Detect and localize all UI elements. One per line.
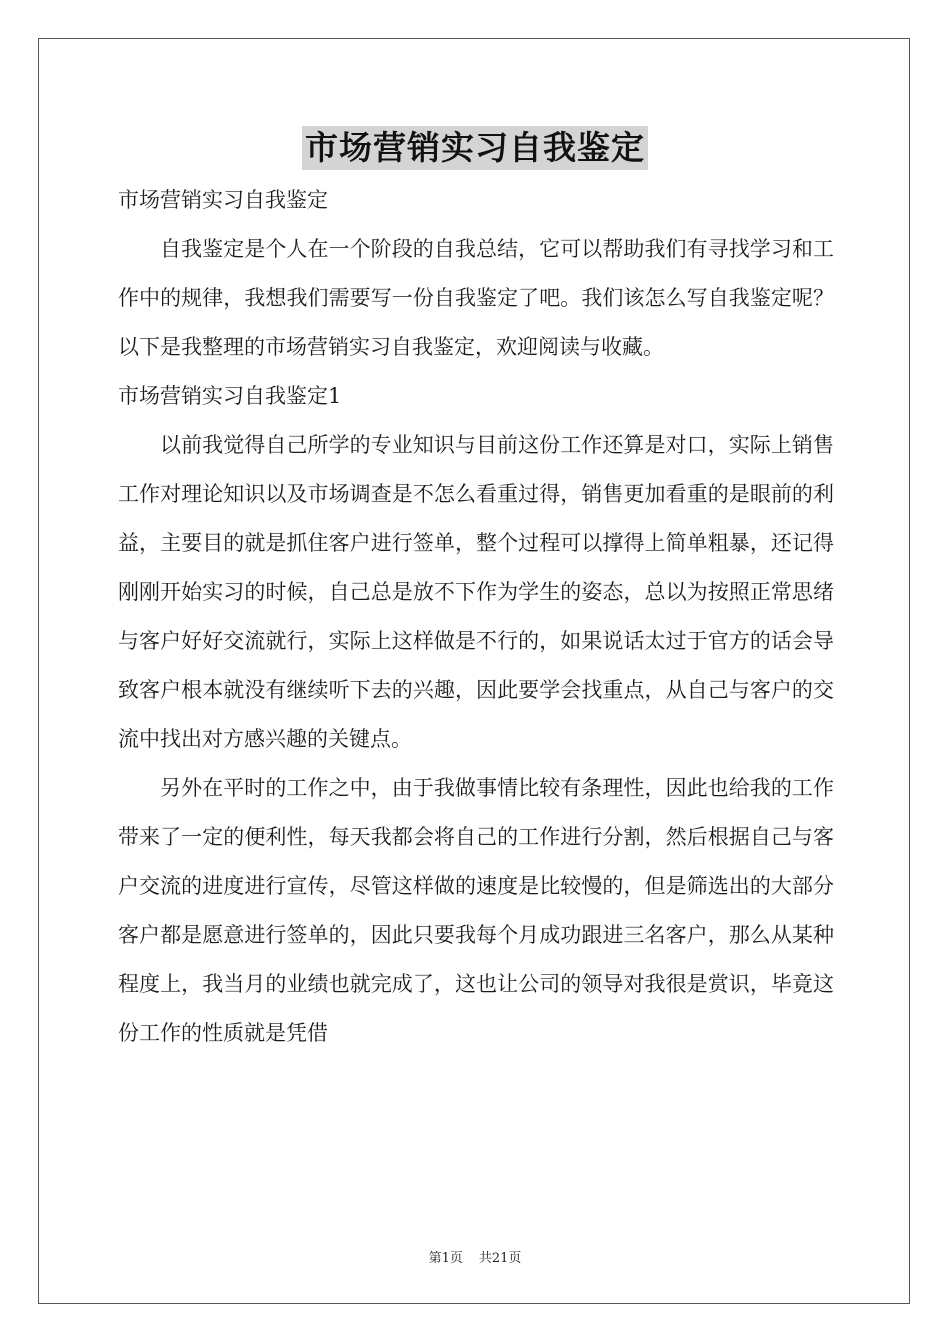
page-number: 第1页 [428, 1251, 463, 1266]
subtitle-line: 市场营销实习自我鉴定 [118, 188, 328, 212]
body-paragraph-1: 以前我觉得自己所学的专业知识与目前这份工作还算是对口，实际上销售工作对理论知识以及市场调查是不怎么看重过得，销售更加看重的是眼前的利益，主要目的就是抓住客户进行签单，整个过程可以撑得上简单粗暴，还记得刚刚开始实习的时候，自己总是放不下作为学生的姿态，总以为按照正常思绪与客户好好交流就行，实际上这样做是不行的，如果说话太过于官方的话会导致客户根本就没有继续听下去的兴趣，因此要学会找重点，从自己与客户的交流中找出对方感兴趣的关键点。 [118, 433, 834, 751]
body-paragraph-2: 另外在平时的工作之中，由于我做事情比较有条理性，因此也给我的工作带来了一定的便利性，每天我都会将自己的工作进行分割，然后根据自己与客户交流的进度进行宣传，尽管这样做的速度是比较慢的，但是筛选出的大部分客户都是愿意进行签单的，因此只要我每个月成功跟进三名客户，那么从某种程度上，我当月的业绩也就完成了，这也让公司的领导对我很是赏识，毕竟这份工作的性质就是凭借 [118, 776, 834, 1045]
document-title: 市场营销实习自我鉴定 [302, 126, 648, 170]
page-footer [0, 1247, 950, 1266]
document-body [118, 176, 834, 1058]
title-container [0, 126, 950, 170]
intro-paragraph: 自我鉴定是个人在一个阶段的自我总结，它可以帮助我们有寻找学习和工作中的规律，我想我们需要写一份自我鉴定了吧。我们该怎么写自我鉴定呢？以下是我整理的市场营销实习自我鉴定，欢迎阅读与收藏。 [118, 237, 834, 359]
page-total: 共21页 [478, 1251, 522, 1266]
section-heading: 市场营销实习自我鉴定1 [118, 384, 342, 408]
